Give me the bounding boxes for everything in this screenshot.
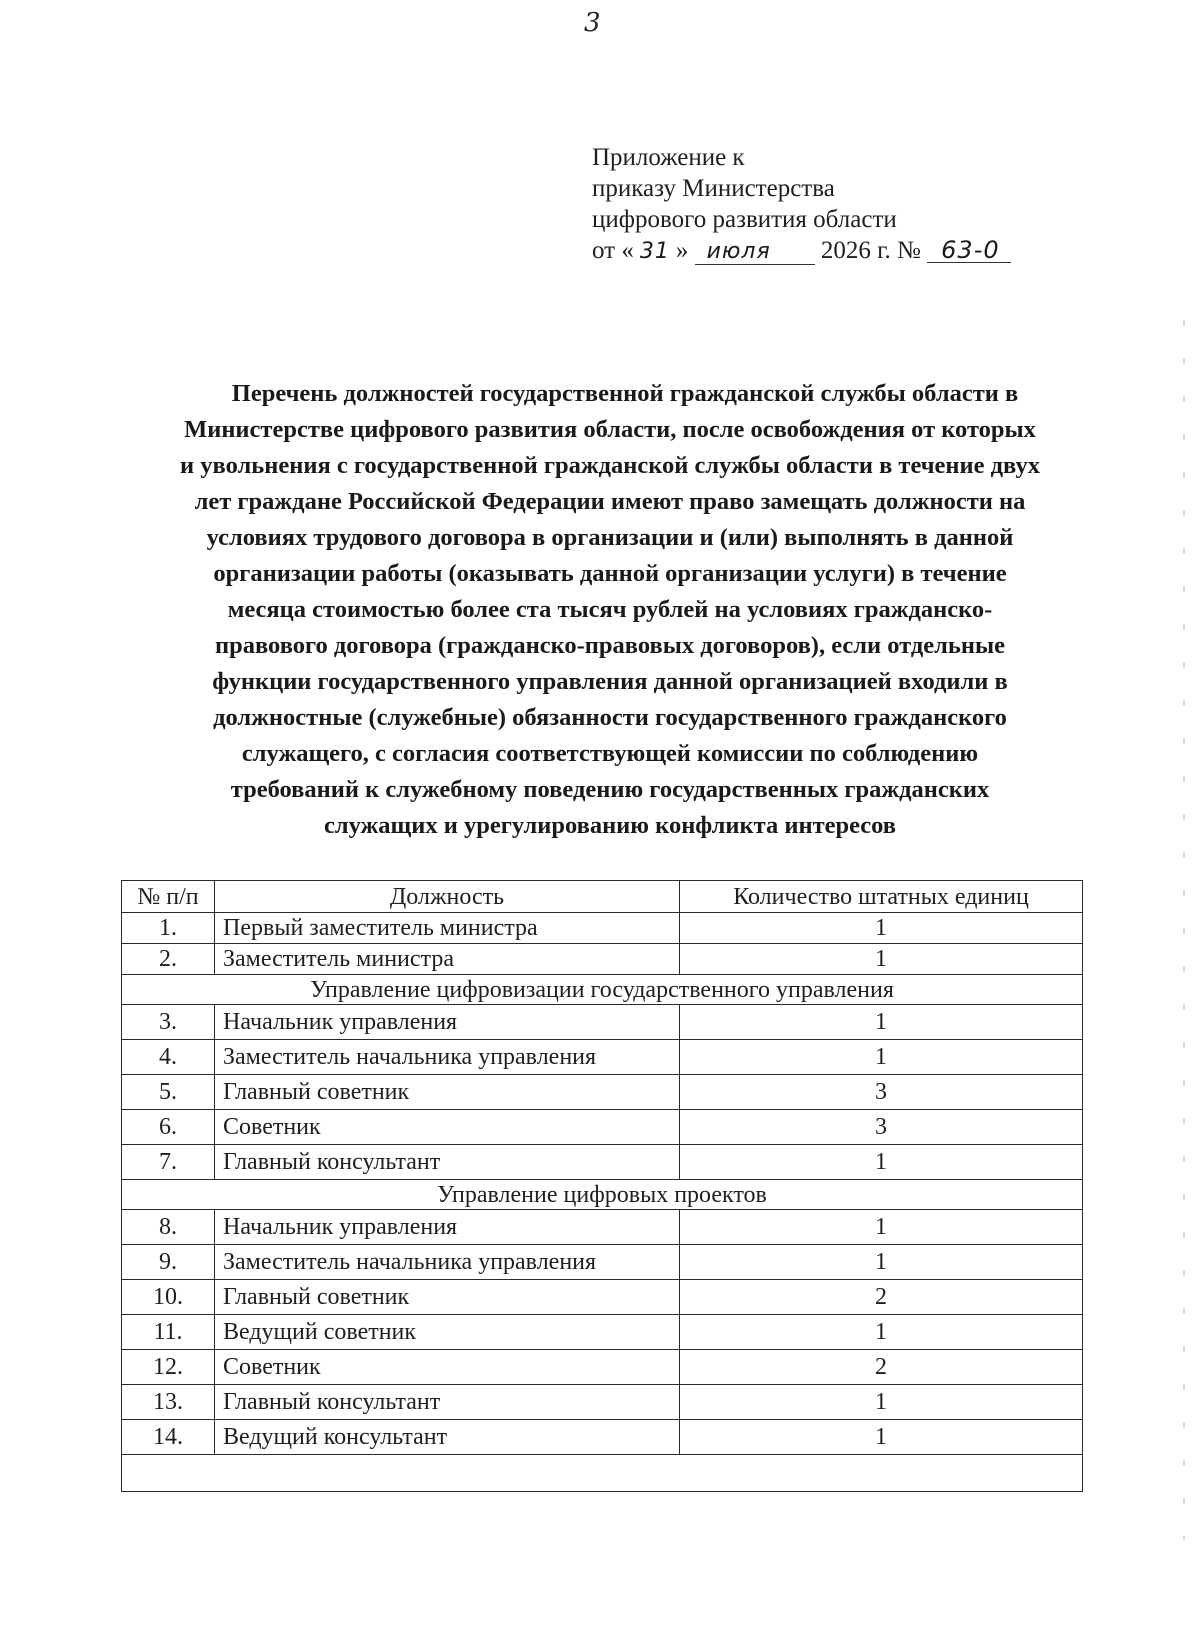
row-position: Ведущий советник (215, 1315, 680, 1350)
row-quantity: 1 (680, 1040, 1083, 1075)
section-title: Управление цифровых проектов (122, 1180, 1083, 1210)
row-position: Главный консультант (215, 1145, 680, 1180)
table-row (122, 1210, 1083, 1245)
row-number: 2. (122, 944, 215, 975)
appendix-line-2: приказу Министерства (592, 175, 835, 202)
title-line: условиях трудового договора в организации и (или) выполнять в данной (206, 524, 1014, 551)
row-quantity: 1 (680, 1145, 1083, 1180)
row-number: 5. (122, 1075, 215, 1110)
row-number: 10. (122, 1280, 215, 1315)
table-row (122, 1385, 1083, 1420)
row-position: Начальник управления (215, 1210, 680, 1245)
row-position: Ведущий консультант (215, 1420, 680, 1455)
row-quantity: 1 (680, 1385, 1083, 1420)
row-position: Главный консультант (215, 1385, 680, 1420)
date-year: 2026 г. № (820, 237, 921, 264)
table-row (122, 1005, 1083, 1040)
row-position: Главный советник (215, 1075, 680, 1110)
title-line: организации работы (оказывать данной организации услуги) в течение (213, 560, 1007, 587)
table-row (122, 1350, 1083, 1385)
handwritten-day: 31 (639, 239, 670, 264)
table-header-row (122, 881, 1083, 913)
row-number: 8. (122, 1210, 215, 1245)
row-position: Заместитель министра (215, 944, 680, 975)
row-number: 12. (122, 1350, 215, 1385)
title-line: функции государственного управления данной организацией входили в (212, 668, 1008, 695)
appendix-line-1: Приложение к (592, 144, 745, 171)
row-number: 11. (122, 1315, 215, 1350)
title-line: месяца стоимостью более ста тысяч рублей на условиях гражданско- (227, 596, 993, 623)
empty-row (122, 1455, 1083, 1492)
row-position: Заместитель начальника управления (215, 1245, 680, 1280)
row-quantity: 2 (680, 1280, 1083, 1315)
row-quantity: 1 (680, 1315, 1083, 1350)
row-number: 14. (122, 1420, 215, 1455)
section-row (122, 975, 1083, 1005)
title-line: требований к служебному поведению государственных гражданских (230, 776, 990, 803)
row-quantity: 1 (680, 1005, 1083, 1040)
document-title (110, 376, 1110, 844)
table-row (122, 1420, 1083, 1455)
row-quantity: 3 (680, 1110, 1083, 1145)
scan-edge-artifact (1183, 320, 1185, 1540)
title-line: должностные (служебные) обязанности государственного гражданского (213, 704, 1007, 731)
table-row (122, 1280, 1083, 1315)
row-position: Начальник управления (215, 1005, 680, 1040)
row-number: 7. (122, 1145, 215, 1180)
positions-table (121, 880, 1083, 1492)
appendix-date-line (592, 235, 1011, 267)
row-number: 13. (122, 1385, 215, 1420)
row-quantity: 1 (680, 1245, 1083, 1280)
row-number: 4. (122, 1040, 215, 1075)
row-quantity: 3 (680, 1075, 1083, 1110)
row-position: Советник (215, 1110, 680, 1145)
page-number: 3 (584, 8, 601, 38)
title-line: служащих и урегулированию конфликта интересов (323, 812, 897, 839)
title-line: и увольнения с государственной гражданской службы области в течение двух (180, 452, 1040, 479)
row-quantity: 1 (680, 944, 1083, 975)
handwritten-order-number: 63-0 (927, 238, 1011, 263)
title-line: Министерстве цифрового развития области, после освобождения от которых (184, 416, 1036, 443)
table-row (122, 1040, 1083, 1075)
title-line: Перечень должностей государственной гражданской службы области в (231, 380, 1019, 407)
date-prefix: от « (592, 237, 634, 264)
header-quantity: Количество штатных единиц (680, 881, 1083, 913)
section-row (122, 1180, 1083, 1210)
appendix-line-3: цифрового развития области (592, 206, 897, 233)
title-line: лет граждане Российской Федерации имеют право замещать должности на (194, 488, 1026, 515)
row-quantity: 1 (680, 1420, 1083, 1455)
date-close: » (675, 237, 689, 264)
appendix-header (592, 142, 1011, 267)
row-number: 3. (122, 1005, 215, 1040)
table-row (122, 1245, 1083, 1280)
row-quantity: 1 (680, 1210, 1083, 1245)
row-number: 1. (122, 913, 215, 944)
row-quantity: 2 (680, 1350, 1083, 1385)
row-quantity: 1 (680, 913, 1083, 944)
handwritten-month: июля (695, 240, 815, 265)
table-row (122, 913, 1083, 944)
header-position: Должность (215, 881, 680, 913)
row-position: Советник (215, 1350, 680, 1385)
table-row (122, 944, 1083, 975)
table-row (122, 1315, 1083, 1350)
row-number: 9. (122, 1245, 215, 1280)
title-line: служащего, с согласия соответствующей комиссии по соблюдению (241, 740, 979, 767)
row-position: Заместитель начальника управления (215, 1040, 680, 1075)
section-title: Управление цифровизации государственного управления (122, 975, 1083, 1005)
header-number: № п/п (122, 881, 215, 913)
table-row (122, 1110, 1083, 1145)
table-row (122, 1145, 1083, 1180)
table-row (122, 1075, 1083, 1110)
row-number: 6. (122, 1110, 215, 1145)
row-position: Первый заместитель министра (215, 913, 680, 944)
row-position: Главный советник (215, 1280, 680, 1315)
title-line: правового договора (гражданско-правовых договоров), если отдельные (215, 632, 1005, 659)
empty-cell (122, 1455, 1083, 1492)
